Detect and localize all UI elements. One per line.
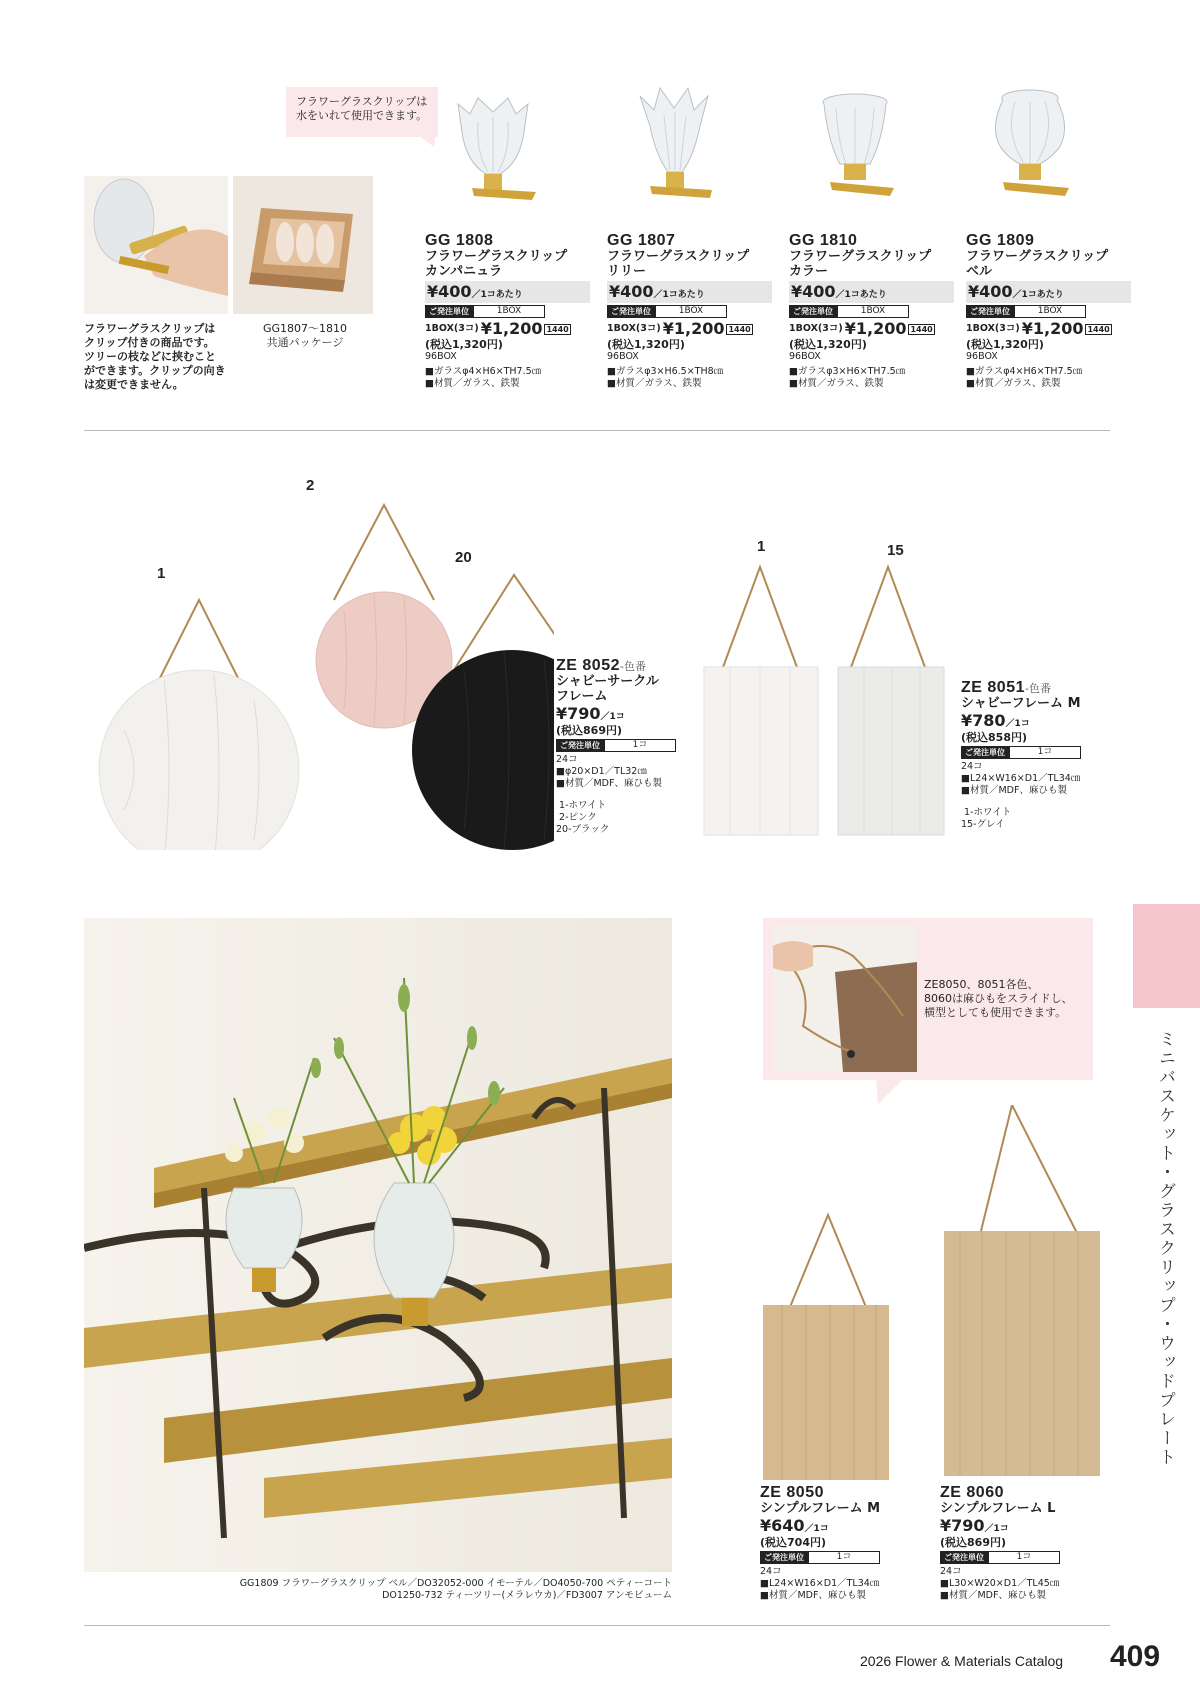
- campanula-vase-image: [448, 92, 538, 212]
- box-price: ¥1,200: [480, 319, 543, 338]
- order-unit: [607, 305, 772, 318]
- product-code: GG 1808: [425, 232, 494, 249]
- product-code: ZE 8052: [556, 657, 620, 674]
- size-spec: ■L30×W20×D1／TL45㎝: [940, 1578, 1060, 1589]
- box-price-row: [607, 320, 772, 338]
- color-number-gray-frame: 15: [887, 542, 904, 559]
- product-gg1807: [607, 232, 772, 390]
- unit-price: ¥400: [968, 282, 1013, 301]
- order-unit: [789, 305, 954, 318]
- package-photo: [233, 176, 373, 314]
- material-spec: ■材質／MDF、麻ひも製: [940, 1590, 1046, 1601]
- tax-price: (税込1,320円): [966, 338, 1044, 351]
- box-price: ¥1,200: [844, 319, 907, 338]
- package-caption: GG1807～1810 共通パッケージ: [262, 322, 348, 349]
- bubble-tail: [418, 135, 438, 149]
- material-spec: ■材質／ガラス、鉄製: [607, 378, 702, 389]
- box-badge: 1440: [910, 324, 933, 334]
- size-spec: ■ガラスφ4×H6×TH7.5㎝: [966, 366, 1083, 377]
- rope-slide-photo: [773, 926, 917, 1072]
- shabby-frames-image: [700, 555, 960, 840]
- product-name: フラワーグラスクリップ カンパニュラ: [425, 249, 568, 279]
- material-spec: ■材質／MDF、麻ひも製: [961, 785, 1067, 796]
- unit-price-row: [760, 1516, 920, 1536]
- order-unit-value: 1コ: [1009, 746, 1081, 759]
- unit-price: ¥400: [609, 282, 654, 301]
- circle-frames-image: [84, 470, 554, 850]
- case-quantity: 24コ: [760, 1566, 782, 1577]
- top-speech-bubble: フラワーグラスクリップは 水をいれて使用できます。: [286, 87, 438, 137]
- page-number: 409: [1110, 1640, 1161, 1673]
- unit-price-row: [940, 1516, 1100, 1536]
- product-code: ZE 8051: [961, 679, 1025, 696]
- tax-price: (税込704円): [760, 1536, 827, 1549]
- unit-price-suffix: ／1コあたり: [835, 290, 887, 300]
- unit-price-suffix: ／1コ: [1005, 719, 1030, 729]
- side-tab-title: ミニバスケット・グラスクリップ・ウッドプレート: [1155, 1030, 1175, 1467]
- color-number-black: 20: [455, 549, 472, 566]
- unit-price: ¥400: [427, 282, 472, 301]
- order-unit-label: ご発注単位: [961, 746, 1009, 759]
- product-name: シャビーサークル フレーム: [556, 674, 659, 704]
- product-name: シンプルフレーム M: [760, 1501, 881, 1516]
- unit-price-suffix: ／1コ: [984, 1524, 1009, 1534]
- color-number-pink: 2: [306, 477, 315, 494]
- case-quantity: 24コ: [961, 761, 983, 772]
- unit-price-row: [425, 281, 590, 303]
- unit-price-row: [966, 281, 1131, 303]
- box-quantity: 1BOX(3コ): [425, 323, 479, 334]
- product-code: GG 1810: [789, 232, 858, 249]
- tax-price: (税込1,320円): [425, 338, 503, 351]
- material-spec: ■材質／MDF、麻ひも製: [760, 1590, 866, 1601]
- order-unit-label: ご発注単位: [556, 739, 604, 752]
- product-code-suffix: -色番: [1024, 682, 1051, 695]
- product-name: シャビーフレーム M: [961, 696, 1081, 711]
- product-ze8050: [760, 1484, 920, 1602]
- size-spec: ■ガラスφ4×H6×TH7.5㎝: [425, 366, 542, 377]
- box-badge: 1440: [546, 324, 569, 334]
- product-ze8052: [556, 655, 696, 836]
- footer-catalog-title: 2026 Flower & Materials Catalog: [860, 1653, 1064, 1669]
- case-quantity: 96BOX: [607, 351, 639, 362]
- unit-price-row: [789, 281, 954, 303]
- box-badge: 1440: [1087, 324, 1110, 334]
- unit-price: ¥400: [791, 282, 836, 301]
- unit-price-suffix: ／1コ: [600, 712, 625, 722]
- order-unit-label: ご発注単位: [760, 1551, 808, 1564]
- material-spec: ■材質／ガラス、鉄製: [425, 378, 520, 389]
- section-divider-top: [84, 430, 1110, 431]
- order-unit-label: ご発注単位: [940, 1551, 988, 1564]
- box-quantity: 1BOX(3コ): [789, 323, 843, 334]
- unit-price: ¥780: [961, 711, 1006, 730]
- side-tab-marker: [1133, 904, 1200, 1008]
- unit-price: ¥640: [760, 1516, 805, 1535]
- product-ze8051: [961, 677, 1101, 831]
- tax-price: (税込869円): [556, 724, 623, 737]
- order-unit-label: ご発注単位: [425, 305, 473, 318]
- color-number-white-frame: 1: [757, 538, 766, 555]
- case-quantity: 24コ: [940, 1566, 962, 1577]
- unit-price-row: [607, 281, 772, 303]
- case-quantity: 96BOX: [789, 351, 821, 362]
- material-spec: ■材質／ガラス、鉄製: [966, 378, 1061, 389]
- unit-price-row: [961, 711, 1101, 731]
- product-gg1809: [966, 232, 1131, 390]
- color-list: 1-ホワイト 2-ピンク 20-ブラック: [556, 800, 610, 835]
- tax-price: (税込1,320円): [789, 338, 867, 351]
- product-code: GG 1809: [966, 232, 1035, 249]
- product-name: フラワーグラスクリップ リリー: [607, 249, 750, 279]
- clip-description: フラワーグラスクリップは クリップ付きの商品です。 ツリーの枝などに挟むこと ができます。クリップの向き は変更できません。: [84, 322, 226, 391]
- order-unit: [961, 746, 1101, 759]
- order-unit: [966, 305, 1131, 318]
- order-unit-value: 1コ: [604, 739, 676, 752]
- product-gg1808: [425, 232, 590, 390]
- material-spec: ■材質／MDF、麻ひも製: [556, 778, 662, 789]
- box-price-row: [966, 320, 1131, 338]
- order-unit-label: ご発注単位: [607, 305, 655, 318]
- order-unit: [940, 1551, 1100, 1564]
- lily-vase-image: [630, 86, 720, 212]
- order-unit-value: 1コ: [808, 1551, 880, 1564]
- product-code: ZE 8050: [760, 1484, 824, 1501]
- order-unit-value: 1コ: [988, 1551, 1060, 1564]
- size-spec: ■L24×W16×D1／TL34㎝: [961, 773, 1081, 784]
- unit-price-suffix: ／1コあたり: [1012, 290, 1064, 300]
- tax-price: (税込1,320円): [607, 338, 685, 351]
- box-price-row: [425, 320, 590, 338]
- order-unit-label: ご発注単位: [789, 305, 837, 318]
- footer-divider: [84, 1625, 1110, 1626]
- product-name: フラワーグラスクリップ カラー: [789, 249, 932, 279]
- product-code: ZE 8060: [940, 1484, 1004, 1501]
- box-quantity: 1BOX(3コ): [966, 323, 1020, 334]
- order-unit: [760, 1551, 920, 1564]
- order-unit-value: 1BOX: [837, 305, 909, 318]
- unit-price-suffix: ／1コあたり: [471, 290, 523, 300]
- box-price: ¥1,200: [662, 319, 725, 338]
- product-code-suffix: -色番: [619, 660, 646, 673]
- display-photo: [84, 918, 672, 1572]
- product-code-row: [556, 655, 696, 674]
- product-ze8060: [940, 1484, 1100, 1602]
- size-spec: ■L24×W16×D1／TL34㎝: [760, 1578, 880, 1589]
- calla-vase-image: [810, 92, 900, 212]
- unit-price: ¥790: [556, 704, 601, 723]
- color-number-white: 1: [157, 565, 166, 582]
- order-unit: [425, 305, 590, 318]
- material-spec: ■材質／ガラス、鉄製: [789, 378, 884, 389]
- box-price-row: [789, 320, 954, 338]
- order-unit-value: 1BOX: [473, 305, 545, 318]
- simple-frames-image: [760, 1105, 1100, 1480]
- bell-vase-image: [985, 88, 1075, 212]
- tax-price: (税込869円): [940, 1536, 1007, 1549]
- order-unit-value: 1BOX: [655, 305, 727, 318]
- bubble-tail-2: [876, 1078, 906, 1106]
- tax-price: (税込858円): [961, 731, 1028, 744]
- unit-price: ¥790: [940, 1516, 985, 1535]
- case-quantity: 96BOX: [425, 351, 457, 362]
- size-spec: ■φ20×D1／TL32㎝: [556, 766, 647, 777]
- box-price: ¥1,200: [1021, 319, 1084, 338]
- clip-hand-photo: [84, 176, 228, 314]
- photo-caption: GG1809 フラワーグラスクリップ ベル／DO32052-000 イモーテル／DO4050-700 ペティーコート DO1250-732 ティーツリー(メラレウカ)／FD3007 アンモビューム: [239, 1578, 672, 1601]
- order-unit-value: 1BOX: [1014, 305, 1086, 318]
- unit-price-row: [556, 704, 696, 724]
- product-name: シンプルフレーム L: [940, 1501, 1056, 1516]
- rope-slide-text: ZE8050、8051各色、 8060は麻ひもをスライドし、 横型としても使用できます。: [924, 978, 1073, 1019]
- unit-price-suffix: ／1コあたり: [653, 290, 705, 300]
- box-badge: 1440: [728, 324, 751, 334]
- order-unit-label: ご発注単位: [966, 305, 1014, 318]
- unit-price-suffix: ／1コ: [804, 1524, 829, 1534]
- product-name: フラワーグラスクリップ ベル: [966, 249, 1109, 279]
- size-spec: ■ガラスφ3×H6×TH7.5㎝: [789, 366, 906, 377]
- case-quantity: 96BOX: [966, 351, 998, 362]
- order-unit: [556, 739, 696, 752]
- case-quantity: 24コ: [556, 754, 578, 765]
- color-list: 1-ホワイト 15-グレイ: [961, 807, 1012, 830]
- box-quantity: 1BOX(3コ): [607, 323, 661, 334]
- size-spec: ■ガラスφ3×H6.5×TH8㎝: [607, 366, 724, 377]
- product-code: GG 1807: [607, 232, 676, 249]
- product-gg1810: [789, 232, 954, 390]
- product-code-row: [961, 677, 1101, 696]
